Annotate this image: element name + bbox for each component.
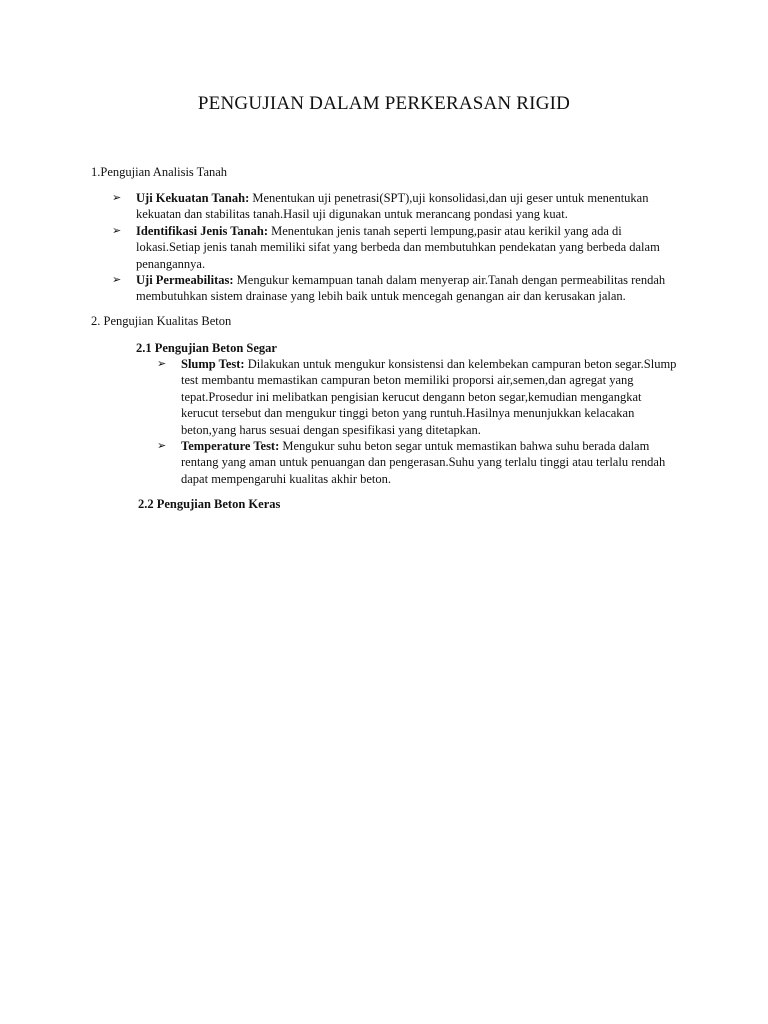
item-term: Slump Test:	[181, 357, 245, 371]
fresh-concrete-test-list	[157, 356, 677, 487]
list-item	[112, 272, 672, 305]
item-text: Dilakukan untuk mengukur konsistensi dan kelembekan campuran beton segar.Slump test membantu memastikan campuran beton memiliki proporsi air,semen,dan agregat yang tepat.Prosedur ini melibatkan pengisian kerucut dengann beton segar,kemudian mengangkat kerucut tersebut dan mengukur tinggi beton yang runtuh.Hasilnya menunjukkan kelacakan beton,yang harus sesuai dengan spesifikasi yang ditetapkan.	[181, 357, 677, 437]
arrow-bullet-icon: ➢	[157, 439, 167, 453]
item-text: Menentukan uji penetrasi(SPT),uji konsolidasi,dan uji geser untuk menentukan kekuatan dan stabilitas tanah.Hasil uji digunakan untuk merancang pondasi yang kuat.	[136, 191, 649, 222]
document-title: PENGUJIAN DALAM PERKERASAN RIGID	[197, 93, 571, 114]
list-item	[157, 438, 677, 487]
soil-test-list	[112, 190, 672, 305]
arrow-bullet-icon: ➢	[112, 223, 122, 237]
item-text: Menentukan jenis tanah seperti lempung,pasir atau kerikil yang ada di lokasi.Setiap jenis tanah memiliki sifat yang berbeda dan membutuhkan pendekatan yang berbeda dalam penangannya.	[136, 223, 660, 271]
item-term: Uji Permeabilitas:	[136, 273, 234, 288]
arrow-bullet-icon: ➢	[112, 273, 122, 287]
item-term: Identifikasi Jenis Tanah:	[136, 223, 268, 238]
item-term: Uji Kekuatan Tanah:	[136, 191, 250, 205]
arrow-bullet-icon: ➢	[112, 191, 122, 204]
subsection-heading-fresh-concrete: 2.1 Pengujian Beton Segar	[136, 341, 277, 355]
item-term: Temperature Test:	[181, 439, 280, 454]
subsection-heading-hardened-concrete: 2.2 Pengujian Beton Keras	[138, 497, 281, 511]
list-item	[112, 190, 672, 223]
arrow-bullet-icon: ➢	[157, 357, 167, 370]
list-item	[112, 223, 672, 272]
item-text: Mengukur kemampuan tanah dalam menyerap air.Tanah dengan permeabilitas rendah membutuhkan sistem drainase yang lebih baik untuk mencegah genangan air dan kerusakan jalan.	[136, 273, 666, 304]
section-heading-soil: 1.Pengujian Analisis Tanah	[91, 165, 228, 179]
list-item	[157, 356, 677, 438]
section-heading-concrete: 2. Pengujian Kualitas Beton	[91, 314, 232, 328]
item-text: Mengukur suhu beton segar untuk memastikan bahwa suhu berada dalam rentang yang aman untuk penuangan dan pengerasan.Suhu yang terlalu tinggi atau terlalu rendah dapat mempengaruhi kualitas akhir beton.	[181, 439, 666, 486]
